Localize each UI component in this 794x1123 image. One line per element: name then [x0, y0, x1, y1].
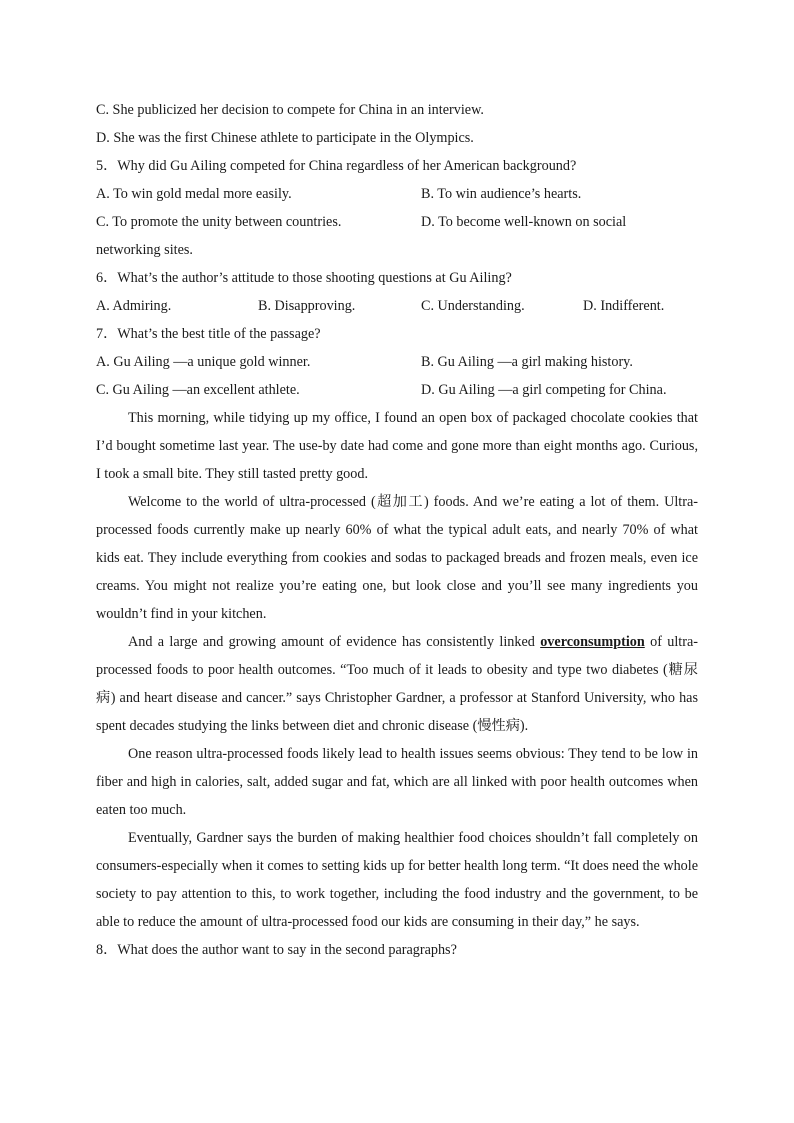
q5-option-c: C. To promote the unity between countries.	[96, 214, 342, 230]
q7-option-b: B. Gu Ailing —a girl making history.	[421, 354, 633, 370]
q7-options-row-1	[96, 348, 698, 376]
paragraph-3-lead: And a large and growing amount of evidence has consistently linked	[128, 634, 541, 650]
q6-option-c: C. Understanding.	[421, 298, 525, 314]
q5-stem: 5．Why did Gu Ailing competed for China regardless of her American background?	[96, 158, 577, 174]
q7-options-row-2	[96, 376, 698, 404]
q5-option-a: A. To win gold medal more easily.	[96, 186, 292, 202]
q7-option-a: A. Gu Ailing —a unique gold winner.	[96, 354, 311, 370]
q7-option-c: C. Gu Ailing —an excellent athlete.	[96, 382, 300, 398]
q6-option-a: A. Admiring.	[96, 298, 172, 314]
q6-options-row	[96, 292, 698, 320]
q7-stem: 7．What’s the best title of the passage?	[96, 326, 321, 342]
passage-paragraph-5: Eventually, Gardner says the burden of making healthier food choices shouldn’t fall completely on consumers-especially when it comes to setting kids up for better health long term. “It does need the whole society to pay attention to this, to work together, including the food industry and the government, to be able to reduce the amount of ultra-processed food our kids are consuming in their day,” he says.	[96, 830, 699, 930]
exam-page	[96, 96, 698, 964]
q6-stem: 6．What’s the author’s attitude to those shooting questions at Gu Ailing?	[96, 270, 512, 286]
q4-option-c: C. She publicized her decision to compete for China in an interview.	[96, 102, 484, 118]
passage-paragraph-4: One reason ultra-processed foods likely lead to health issues seems obvious: They tend to be low in fiber and high in calories, salt, added sugar and fat, which are all linked with poor health outcomes when eaten too much.	[96, 746, 698, 818]
q5-option-d: D. To become well-known on social	[421, 214, 627, 230]
underlined-keyword: overconsumption	[540, 634, 645, 650]
q5-option-d-continued: networking sites.	[96, 242, 193, 258]
q4-option-d: D. She was the first Chinese athlete to participate in the Olympics.	[96, 130, 474, 146]
passage-paragraph-3	[96, 628, 698, 740]
paragraph-3-rest: of ultra-processed foods to poor health outcomes. “Too much of it leads to obesity and type two diabetes (糖尿病) and heart disease and cancer.” says Christopher Gardner, a professor at Stanford University, who has spent decades studying the links between diet and chronic disease (慢性病).	[96, 634, 698, 734]
q5-option-b: B. To win audience’s hearts.	[421, 186, 582, 202]
q5-options-row-1	[96, 180, 698, 208]
q6-option-b: B. Disapproving.	[258, 298, 356, 314]
passage-paragraph-1: This morning, while tidying up my office, I found an open box of packaged chocolate cookies that I’d bought sometime last year. The use-by date had come and gone more than eight months ago. Curious, I took a small bite. They still tasted pretty good.	[96, 410, 698, 482]
q5-options-row-2	[96, 208, 698, 236]
passage-paragraph-2: Welcome to the world of ultra-processed (超加工) foods. And we’re eating a lot of them. Ultra-processed foods currently make up nearly 60% of what the typical adult eats, and nearly 70% of what kids eat. They include everything from cookies and sodas to packaged breads and frozen meals, even ice creams. You might not realize you’re eating one, but look close and you’ll see many ingredients you wouldn’t find in your kitchen.	[96, 494, 698, 622]
q7-option-d: D. Gu Ailing —a girl competing for China.	[421, 382, 667, 398]
q6-option-d: D. Indifferent.	[583, 298, 665, 314]
q8-stem: 8．What does the author want to say in the second paragraphs?	[96, 942, 457, 958]
